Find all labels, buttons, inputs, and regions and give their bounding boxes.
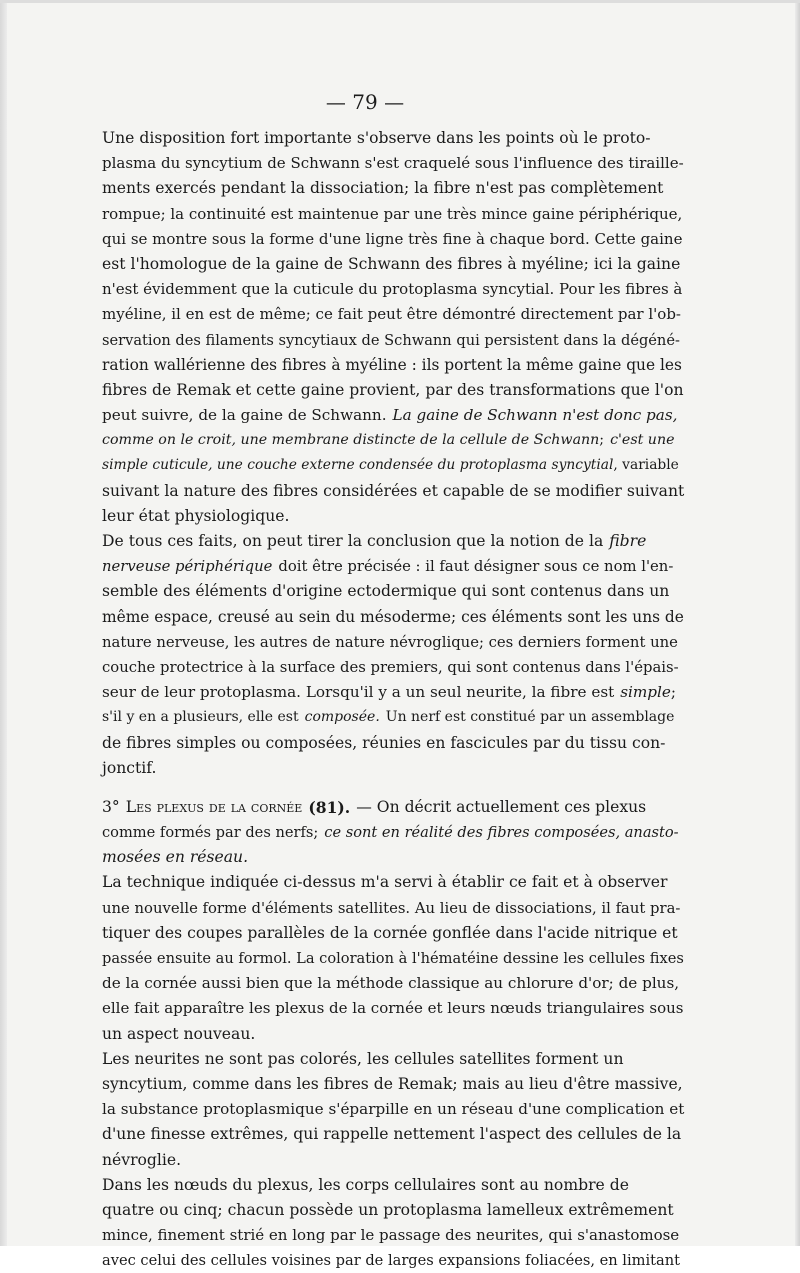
text-line: tiquer des coupes parallèles de la cornée gonflée dans l'acide nitrique et <box>102 923 678 942</box>
body-text <box>102 126 684 1273</box>
text-line: servation des filaments syncytiaux de Schwann qui persistent dans la dégéné- <box>102 331 680 349</box>
text-line: même espace, creusé au sein du mésoderme; ces éléments sont les uns de <box>102 607 684 626</box>
text-line: quatre ou cinq; chacun possède un protoplasma lamelleux extrêmement <box>102 1200 674 1219</box>
section-gap <box>102 781 684 795</box>
text-line: de la cornée aussi bien que la méthode classique au chlorure d'or; de plus, <box>102 974 680 993</box>
emphasis-text: c'est une <box>610 432 675 449</box>
text-line: passée ensuite au formol. La coloration à l'hématéine dessine les cellules fixes <box>102 950 684 967</box>
text-line: ration wallérienne des fibres à myéline : ils portent la même gaine que les <box>102 355 682 374</box>
text-line: avec celui des cellules voisines par de larges expansions foliacées, en limitant <box>102 1252 680 1270</box>
text-line: Les neurites ne sont pas colorés, les cellules satellites forment un <box>102 1049 624 1068</box>
text-line: n'est évidemment que la cuticule du protoplasma syncytial. Pour les fibres à <box>102 280 683 299</box>
text-line: peut suivre, de la gaine de Schwann. La gaine de Schwann n'est donc pas, <box>102 403 684 428</box>
text-line: jonctif. <box>102 758 157 777</box>
text-line: couche protectrice à la surface des premiers, qui sont contenus dans l'épais- <box>102 658 679 676</box>
text-line: ments exercés pendant la dissociation; la fibre n'est pas complètement <box>102 179 664 198</box>
text-line: leur état physiologique. <box>102 506 290 525</box>
text-line: rompue; la continuité est maintenue par une très mince gaine périphérique, <box>102 204 683 223</box>
emphasis-text: La gaine de Schwann n'est donc pas, <box>392 406 678 425</box>
paragraph-6 <box>102 1173 684 1273</box>
reference-number: (81). <box>308 797 351 817</box>
emphasis-text: simple <box>620 683 671 702</box>
text-line <box>102 845 684 870</box>
text-line: comme on le croit, une membrane distincte de la cellule de Schwann ; c'est une <box>102 428 684 453</box>
text-line: suivant la nature des fibres considérées et capable de se modifier suivant <box>102 481 685 500</box>
text-line: nerveuse périphérique doit être précisée : il faut désigner sous ce nom l'en- <box>102 554 684 579</box>
text-line: s'il y en a plusieurs, elle est composée. Un nerf est constitué par un assemblage <box>102 705 684 730</box>
text-line: mince, finement strié en long par le passage des neurites, qui s'anastomose <box>102 1226 680 1245</box>
text-line: syncytium, comme dans les fibres de Remak; mais au lieu d'être massive, <box>102 1074 683 1093</box>
text-line: d'une finesse extrêmes, qui rappelle nettement l'aspect des cellules de la <box>102 1125 682 1144</box>
emphasis-text: fibre <box>609 532 647 550</box>
text-line: 3° Les plexus de la cornée (81). — On décrit actuellement ces plexus <box>102 795 684 820</box>
section-number: 3° <box>102 797 120 816</box>
text-line: comme formés par des nerfs; ce sont en réalité des fibres composées, anasto- <box>102 820 684 845</box>
paragraph-2 <box>102 529 684 781</box>
text-line: semble des éléments d'origine ectodermique qui sont contenus dans un <box>102 582 670 601</box>
scan-edge-top <box>0 0 800 3</box>
text-line: myéline, il en est de même; ce fait peut être démontré directement par l'ob- <box>102 305 681 324</box>
text-line: une nouvelle forme d'éléments satellites. Au lieu de dissociations, il faut pra- <box>102 899 681 917</box>
section-heading: Les plexus de la cornée <box>125 797 303 816</box>
text-line: un aspect nouveau. <box>102 1024 256 1043</box>
text-line: nature nerveuse, les autres de nature névroglique; ces derniers forment une <box>102 633 678 651</box>
emphasis-text: nerveuse périphérique <box>102 558 273 576</box>
text-line: Dans les nœuds du plexus, les corps cellulaires sont au nombre de <box>102 1175 629 1194</box>
scan-edge-left <box>0 0 7 1246</box>
text-line: plasma du syncytium de Schwann s'est craquelé sous l'influence des tiraille- <box>102 154 684 173</box>
text-line: qui se montre sous la forme d'une ligne très fine à chaque bord. Cette gaine <box>102 229 683 248</box>
emphasis-text: mosées en réseau. <box>102 848 249 867</box>
emphasis-text: comme on le croit, une membrane distincte de la cellule de Schwann <box>102 432 600 449</box>
text-line: seur de leur protoplasma. Lorsqu'il y a un seul neurite, la fibre est simple ; <box>102 680 684 705</box>
text-line: simple cuticule, une couche externe condensée du protoplasma syncytial , variable <box>102 453 684 478</box>
emphasis-text: ce sont en réalité des fibres composées, anasto- <box>324 824 679 842</box>
text-line: La technique indiquée ci-dessus m'a servi à établir ce fait et à observer <box>102 873 668 892</box>
emphasis-text: composée. <box>304 709 380 726</box>
section-3-paragraph <box>102 795 684 871</box>
paragraph-5 <box>102 1047 684 1173</box>
paragraph-1 <box>102 126 684 529</box>
page-number: — 79 — <box>325 90 405 114</box>
text-line: elle fait apparaître les plexus de la cornée et leurs nœuds triangulaires sous <box>102 999 684 1018</box>
text-line: De tous ces faits, on peut tirer la conclusion que la notion de la fibre <box>102 529 684 554</box>
text-line: névroglie. <box>102 1150 182 1169</box>
text-line: Une disposition fort importante s'observe dans les points où le proto- <box>102 129 651 147</box>
emphasis-text: simple cuticule, une couche externe condensée du protoplasma syncytial <box>102 457 614 474</box>
text-line: est l'homologue de la gaine de Schwann des fibres à myéline; ici la gaine <box>102 254 681 273</box>
paragraph-4 <box>102 870 684 1046</box>
text-line: de fibres simples ou composées, réunies en fascicules par du tissu con- <box>102 733 666 752</box>
text-line: la substance protoplasmique s'éparpille en un réseau d'une complication et <box>102 1100 685 1119</box>
scan-edge-right <box>795 0 800 1246</box>
text-line: fibres de Remak et cette gaine provient, par des transformations que l'on <box>102 380 684 399</box>
